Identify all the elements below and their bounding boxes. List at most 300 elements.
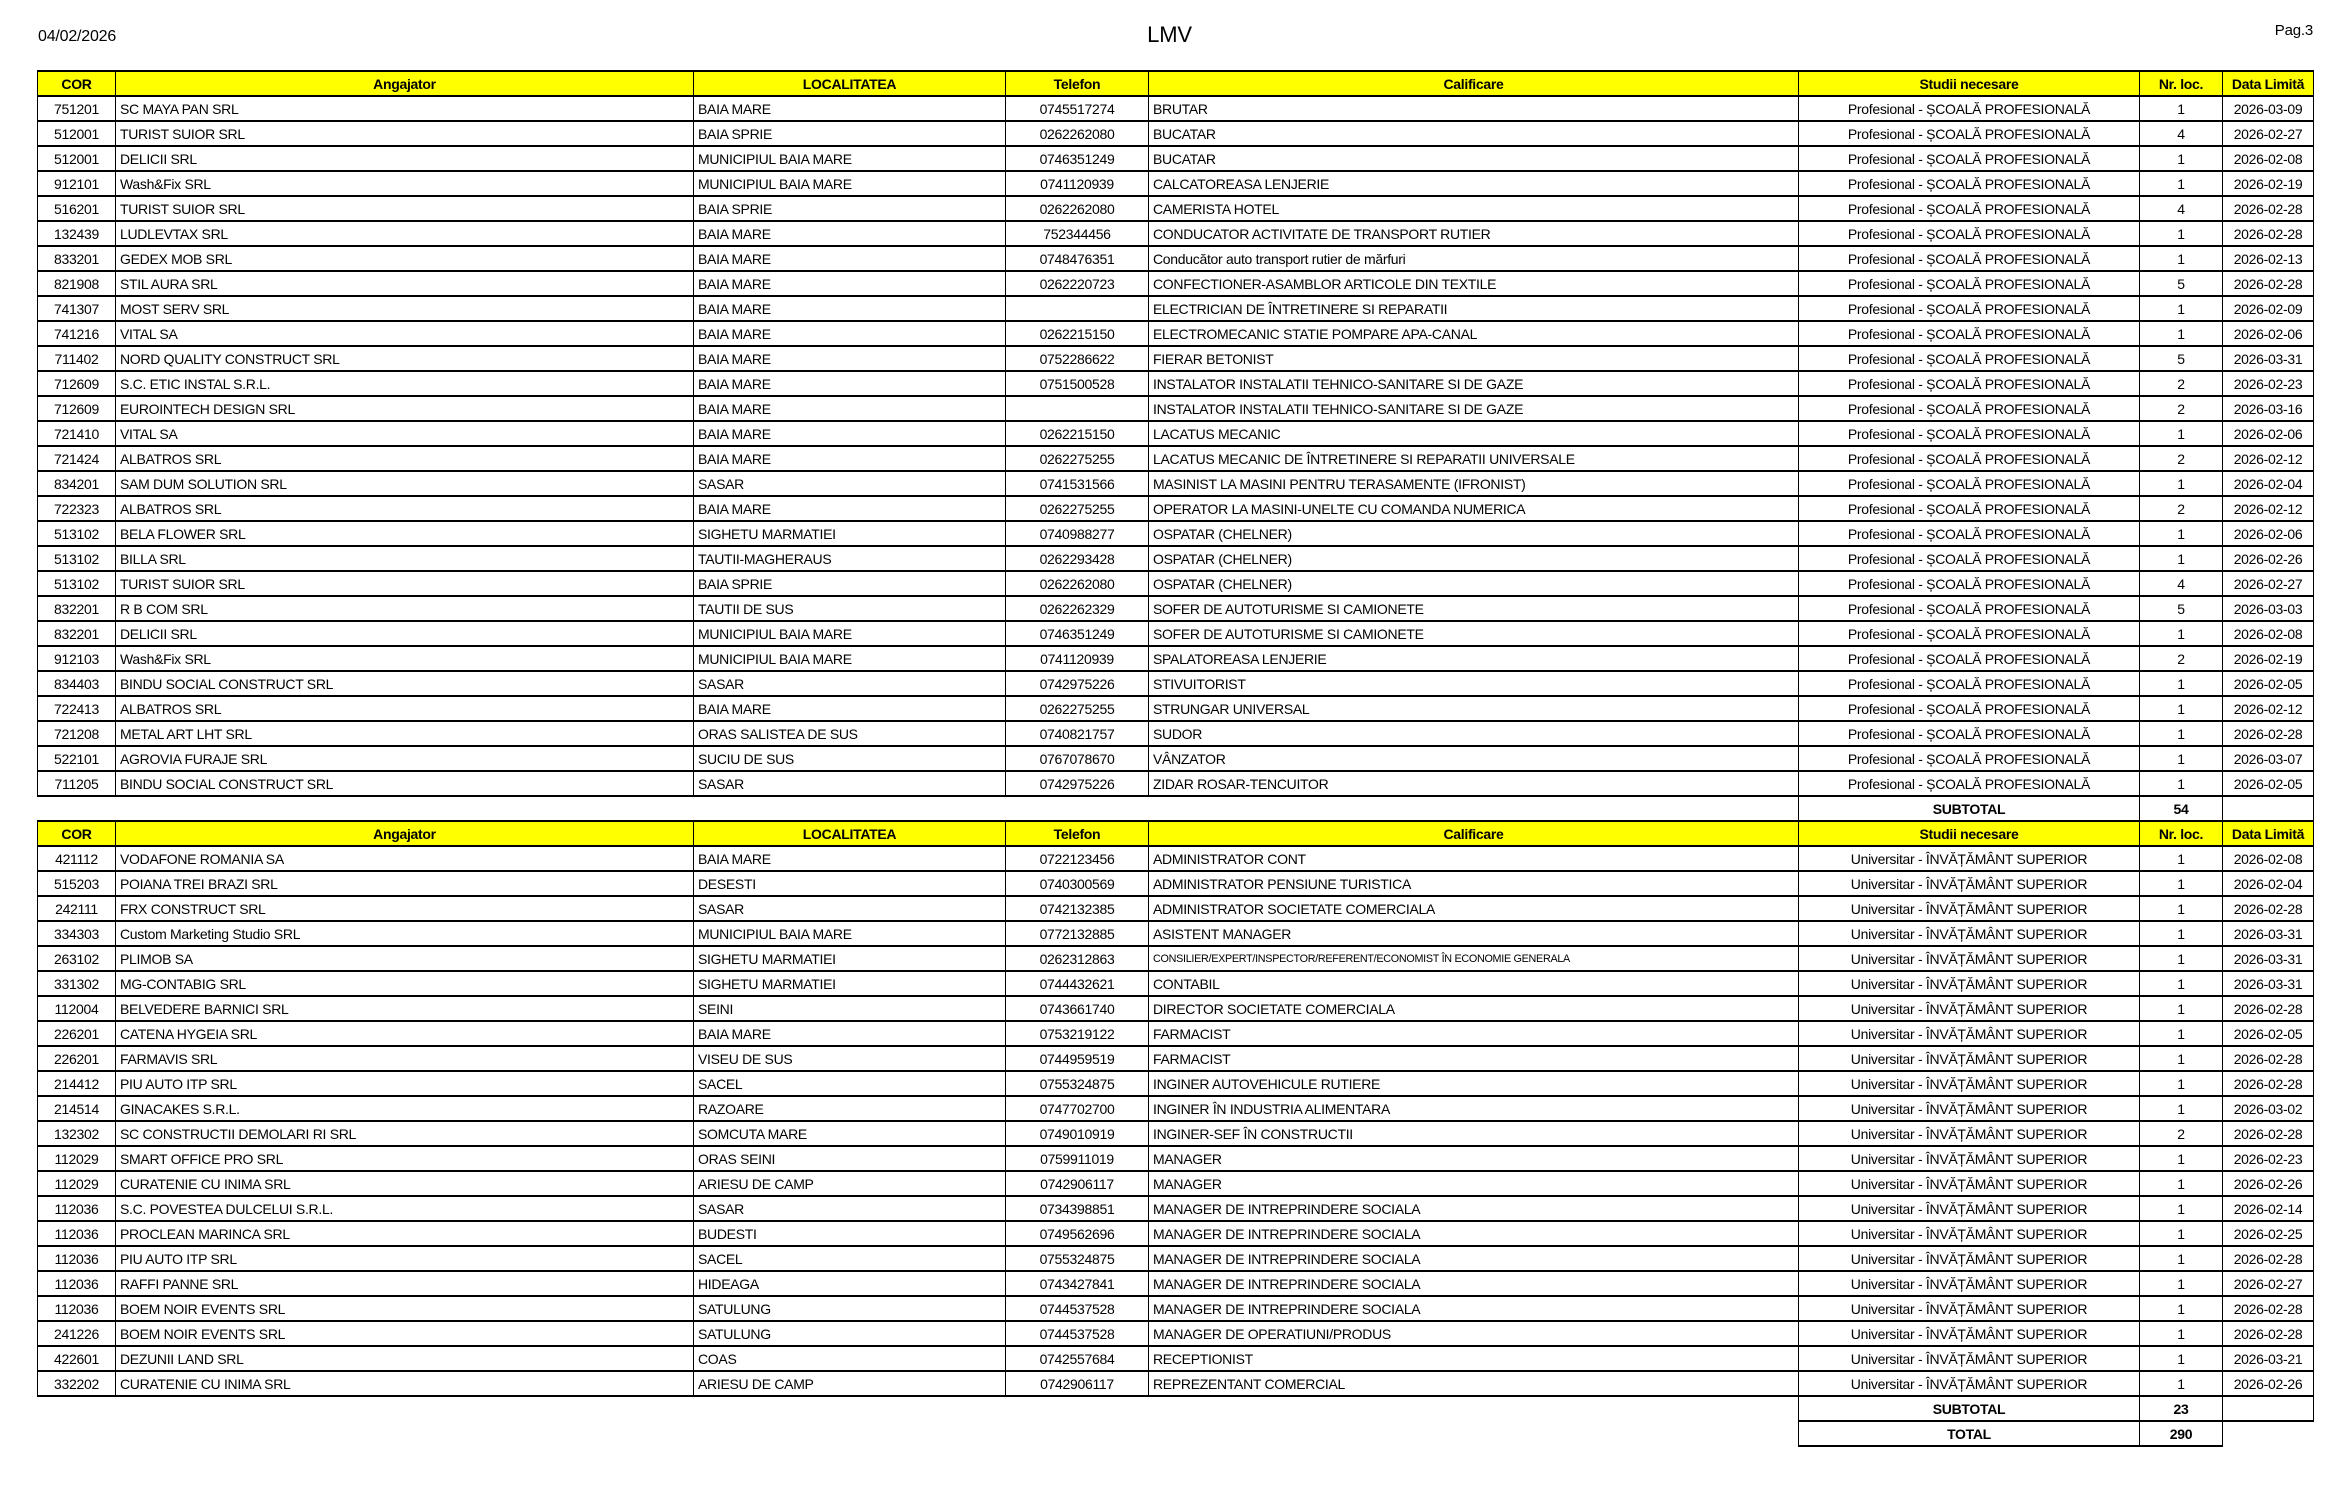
cell-telefon: 0741120939 bbox=[1006, 171, 1149, 196]
cell-nr-loc: 1 bbox=[2140, 1271, 2223, 1296]
cell-data-limita: 2026-02-19 bbox=[2223, 171, 2314, 196]
cell-telefon: 0740988277 bbox=[1006, 521, 1149, 546]
cell-localitatea: SATULUNG bbox=[694, 1321, 1006, 1346]
cell-data-limita: 2026-02-04 bbox=[2223, 471, 2314, 496]
cell-nr-loc: 2 bbox=[2140, 446, 2223, 471]
cell-studii: Profesional - ȘCOALĂ PROFESIONALĂ bbox=[1799, 771, 2140, 796]
cell-calificare: INSTALATOR INSTALATII TEHNICO-SANITARE SI DE GAZE bbox=[1149, 371, 1799, 396]
cell-calificare: CONTABIL bbox=[1149, 971, 1799, 996]
cell-cor: 516201 bbox=[38, 196, 116, 221]
table-row bbox=[38, 896, 2314, 921]
table-row bbox=[38, 671, 2314, 696]
table-header-row bbox=[38, 821, 2314, 846]
cell-calificare: ASISTENT MANAGER bbox=[1149, 921, 1799, 946]
cell-localitatea: MUNICIPIUL BAIA MARE bbox=[694, 621, 1006, 646]
table-row bbox=[38, 1321, 2314, 1346]
table-row bbox=[38, 696, 2314, 721]
cell-nr-loc: 4 bbox=[2140, 196, 2223, 221]
cell-telefon: 0753219122 bbox=[1006, 1021, 1149, 1046]
cell-telefon: 0262215150 bbox=[1006, 321, 1149, 346]
cell-studii: Profesional - ȘCOALĂ PROFESIONALĂ bbox=[1799, 321, 2140, 346]
cell-studii: Universitar - ÎNVĂȚĂMÂNT SUPERIOR bbox=[1799, 846, 2140, 871]
column-header-localitatea: LOCALITATEA bbox=[694, 71, 1006, 96]
table-row bbox=[38, 1246, 2314, 1271]
cell-telefon: 0262293428 bbox=[1006, 546, 1149, 571]
cell-cor: 226201 bbox=[38, 1046, 116, 1071]
table-row bbox=[38, 946, 2314, 971]
table-row bbox=[38, 146, 2314, 171]
column-header-studii: Studii necesare bbox=[1799, 821, 2140, 846]
cell-data-limita: 2026-02-05 bbox=[2223, 671, 2314, 696]
cell-nr-loc: 1 bbox=[2140, 1171, 2223, 1196]
cell-data-limita: 2026-03-21 bbox=[2223, 1346, 2314, 1371]
cell-localitatea: ARIESU DE CAMP bbox=[694, 1171, 1006, 1196]
cell-localitatea: SACEL bbox=[694, 1071, 1006, 1096]
column-header-studii: Studii necesare bbox=[1799, 71, 2140, 96]
cell-localitatea: BAIA MARE bbox=[694, 696, 1006, 721]
cell-studii: Universitar - ÎNVĂȚĂMÂNT SUPERIOR bbox=[1799, 871, 2140, 896]
table-row bbox=[38, 1371, 2314, 1396]
cell-data-limita: 2026-02-06 bbox=[2223, 521, 2314, 546]
cell-calificare: SOFER DE AUTOTURISME SI CAMIONETE bbox=[1149, 621, 1799, 646]
cell-calificare: FARMACIST bbox=[1149, 1046, 1799, 1071]
cell-data-limita: 2026-03-31 bbox=[2223, 921, 2314, 946]
cell-angajator: DEZUNII LAND SRL bbox=[116, 1346, 694, 1371]
cell-calificare: MANAGER DE OPERATIUNI/PRODUS bbox=[1149, 1321, 1799, 1346]
cell-data-limita: 2026-03-16 bbox=[2223, 396, 2314, 421]
cell-data-limita: 2026-02-26 bbox=[2223, 546, 2314, 571]
table-row bbox=[38, 546, 2314, 571]
cell-studii: Universitar - ÎNVĂȚĂMÂNT SUPERIOR bbox=[1799, 1146, 2140, 1171]
cell-telefon: 0743661740 bbox=[1006, 996, 1149, 1021]
cell-nr-loc: 1 bbox=[2140, 871, 2223, 896]
cell-localitatea: BAIA MARE bbox=[694, 421, 1006, 446]
cell-telefon: 0740300569 bbox=[1006, 871, 1149, 896]
cell-calificare: MANAGER DE INTREPRINDERE SOCIALA bbox=[1149, 1221, 1799, 1246]
cell-localitatea: BAIA MARE bbox=[694, 1021, 1006, 1046]
vacancy-table-body bbox=[38, 71, 2314, 1446]
cell-localitatea: SACEL bbox=[694, 1246, 1006, 1271]
cell-telefon: 0755324875 bbox=[1006, 1071, 1149, 1096]
cell-cor: 132439 bbox=[38, 221, 116, 246]
cell-telefon: 0741120939 bbox=[1006, 646, 1149, 671]
cell-data-limita: 2026-02-27 bbox=[2223, 121, 2314, 146]
cell-cor: 112036 bbox=[38, 1296, 116, 1321]
cell-localitatea: SOMCUTA MARE bbox=[694, 1121, 1006, 1146]
cell-calificare: MANAGER bbox=[1149, 1146, 1799, 1171]
cell-localitatea: ORAS SEINI bbox=[694, 1146, 1006, 1171]
cell-calificare: CAMERISTA HOTEL bbox=[1149, 196, 1799, 221]
table-row bbox=[38, 1196, 2314, 1221]
cell-nr-loc: 1 bbox=[2140, 1346, 2223, 1371]
cell-calificare: MASINIST LA MASINI PENTRU TERASAMENTE (IFRONIST) bbox=[1149, 471, 1799, 496]
cell-nr-loc: 1 bbox=[2140, 1371, 2223, 1396]
cell-cor: 512001 bbox=[38, 121, 116, 146]
table-row bbox=[38, 246, 2314, 271]
cell-nr-loc: 1 bbox=[2140, 1196, 2223, 1221]
cell-angajator: ALBATROS SRL bbox=[116, 496, 694, 521]
cell-studii: Universitar - ÎNVĂȚĂMÂNT SUPERIOR bbox=[1799, 1221, 2140, 1246]
column-header-data-limita: Data Limită bbox=[2223, 71, 2314, 96]
cell-cor: 132302 bbox=[38, 1121, 116, 1146]
cell-localitatea: MUNICIPIUL BAIA MARE bbox=[694, 921, 1006, 946]
cell-calificare: STIVUITORIST bbox=[1149, 671, 1799, 696]
cell-telefon: 0742906117 bbox=[1006, 1171, 1149, 1196]
cell-angajator: CURATENIE CU INIMA SRL bbox=[116, 1171, 694, 1196]
cell-nr-loc: 1 bbox=[2140, 1296, 2223, 1321]
cell-telefon: 0752286622 bbox=[1006, 346, 1149, 371]
cell-data-limita: 2026-02-28 bbox=[2223, 271, 2314, 296]
cell-studii: Profesional - ȘCOALĂ PROFESIONALĂ bbox=[1799, 646, 2140, 671]
cell-telefon: 0746351249 bbox=[1006, 621, 1149, 646]
cell-angajator: BOEM NOIR EVENTS SRL bbox=[116, 1321, 694, 1346]
cell-angajator: CURATENIE CU INIMA SRL bbox=[116, 1371, 694, 1396]
cell-calificare: SPALATOREASA LENJERIE bbox=[1149, 646, 1799, 671]
table-row bbox=[38, 321, 2314, 346]
cell-telefon: 0748476351 bbox=[1006, 246, 1149, 271]
cell-localitatea: HIDEAGA bbox=[694, 1271, 1006, 1296]
cell-localitatea: BAIA MARE bbox=[694, 296, 1006, 321]
cell-studii: Profesional - ȘCOALĂ PROFESIONALĂ bbox=[1799, 546, 2140, 571]
cell-data-limita: 2026-02-28 bbox=[2223, 1121, 2314, 1146]
cell-telefon: 0262262329 bbox=[1006, 596, 1149, 621]
subtotal-row-value: 23 bbox=[2140, 1396, 2223, 1421]
cell-telefon: 0744959519 bbox=[1006, 1046, 1149, 1071]
cell-angajator: VITAL SA bbox=[116, 421, 694, 446]
cell-telefon: 0722123456 bbox=[1006, 846, 1149, 871]
cell-nr-loc: 4 bbox=[2140, 121, 2223, 146]
cell-telefon: 0744537528 bbox=[1006, 1321, 1149, 1346]
cell-angajator: ALBATROS SRL bbox=[116, 696, 694, 721]
cell-calificare: INSTALATOR INSTALATII TEHNICO-SANITARE SI DE GAZE bbox=[1149, 396, 1799, 421]
cell-localitatea: SEINI bbox=[694, 996, 1006, 1021]
cell-localitatea: BAIA MARE bbox=[694, 446, 1006, 471]
cell-telefon: 0740821757 bbox=[1006, 721, 1149, 746]
cell-angajator: NORD QUALITY CONSTRUCT SRL bbox=[116, 346, 694, 371]
cell-calificare: CONDUCATOR ACTIVITATE DE TRANSPORT RUTIER bbox=[1149, 221, 1799, 246]
cell-localitatea: SASAR bbox=[694, 771, 1006, 796]
cell-cor: 722413 bbox=[38, 696, 116, 721]
cell-angajator: PIU AUTO ITP SRL bbox=[116, 1246, 694, 1271]
table-header-row bbox=[38, 71, 2314, 96]
cell-nr-loc: 1 bbox=[2140, 1071, 2223, 1096]
table-row bbox=[38, 1296, 2314, 1321]
total-row bbox=[38, 1421, 2314, 1446]
cell-localitatea: BAIA MARE bbox=[694, 346, 1006, 371]
cell-data-limita: 2026-02-08 bbox=[2223, 146, 2314, 171]
cell-calificare: SOFER DE AUTOTURISME SI CAMIONETE bbox=[1149, 596, 1799, 621]
cell-nr-loc: 1 bbox=[2140, 721, 2223, 746]
cell-data-limita: 2026-02-28 bbox=[2223, 1321, 2314, 1346]
cell-cor: 751201 bbox=[38, 96, 116, 121]
cell-telefon: 0747702700 bbox=[1006, 1096, 1149, 1121]
cell-angajator: ALBATROS SRL bbox=[116, 446, 694, 471]
column-header-angajator: Angajator bbox=[116, 71, 694, 96]
cell-cor: 821908 bbox=[38, 271, 116, 296]
cell-data-limita: 2026-02-08 bbox=[2223, 621, 2314, 646]
total-row-label: TOTAL bbox=[1799, 1421, 2140, 1446]
cell-data-limita: 2026-02-08 bbox=[2223, 846, 2314, 871]
cell-calificare: MANAGER bbox=[1149, 1171, 1799, 1196]
column-header-data-limita: Data Limită bbox=[2223, 821, 2314, 846]
cell-nr-loc: 1 bbox=[2140, 321, 2223, 346]
cell-data-limita: 2026-03-31 bbox=[2223, 971, 2314, 996]
cell-telefon: 0744432621 bbox=[1006, 971, 1149, 996]
cell-cor: 712609 bbox=[38, 371, 116, 396]
cell-studii: Universitar - ÎNVĂȚĂMÂNT SUPERIOR bbox=[1799, 971, 2140, 996]
table-row bbox=[38, 846, 2314, 871]
cell-nr-loc: 1 bbox=[2140, 696, 2223, 721]
cell-calificare: ZIDAR ROSAR-TENCUITOR bbox=[1149, 771, 1799, 796]
cell-calificare: FARMACIST bbox=[1149, 1021, 1799, 1046]
cell-cor: 112036 bbox=[38, 1221, 116, 1246]
cell-calificare: BUCATAR bbox=[1149, 146, 1799, 171]
cell-angajator: SMART OFFICE PRO SRL bbox=[116, 1146, 694, 1171]
cell-telefon: 0742557684 bbox=[1006, 1346, 1149, 1371]
cell-nr-loc: 5 bbox=[2140, 271, 2223, 296]
cell-nr-loc: 1 bbox=[2140, 171, 2223, 196]
cell-angajator: EUROINTECH DESIGN SRL bbox=[116, 396, 694, 421]
cell-data-limita: 2026-02-12 bbox=[2223, 446, 2314, 471]
cell-studii: Profesional - ȘCOALĂ PROFESIONALĂ bbox=[1799, 696, 2140, 721]
cell-angajator: PIU AUTO ITP SRL bbox=[116, 1071, 694, 1096]
cell-telefon: 0745517274 bbox=[1006, 96, 1149, 121]
column-header-localitatea: LOCALITATEA bbox=[694, 821, 1006, 846]
cell-cor: 513102 bbox=[38, 521, 116, 546]
cell-nr-loc: 1 bbox=[2140, 296, 2223, 321]
cell-data-limita: 2026-02-25 bbox=[2223, 1221, 2314, 1246]
cell-data-limita: 2026-03-31 bbox=[2223, 346, 2314, 371]
cell-localitatea: BAIA MARE bbox=[694, 246, 1006, 271]
cell-data-limita: 2026-02-23 bbox=[2223, 1146, 2314, 1171]
cell-calificare: OSPATAR (CHELNER) bbox=[1149, 546, 1799, 571]
cell-nr-loc: 1 bbox=[2140, 621, 2223, 646]
cell-studii: Universitar - ÎNVĂȚĂMÂNT SUPERIOR bbox=[1799, 896, 2140, 921]
cell-studii: Profesional - ȘCOALĂ PROFESIONALĂ bbox=[1799, 271, 2140, 296]
cell-data-limita: 2026-02-09 bbox=[2223, 296, 2314, 321]
cell-angajator: DELICII SRL bbox=[116, 146, 694, 171]
cell-telefon bbox=[1006, 396, 1149, 421]
cell-nr-loc: 4 bbox=[2140, 571, 2223, 596]
cell-telefon: 0262215150 bbox=[1006, 421, 1149, 446]
cell-cor: 721424 bbox=[38, 446, 116, 471]
cell-data-limita: 2026-02-06 bbox=[2223, 321, 2314, 346]
cell-nr-loc: 1 bbox=[2140, 96, 2223, 121]
cell-studii: Universitar - ÎNVĂȚĂMÂNT SUPERIOR bbox=[1799, 1021, 2140, 1046]
cell-localitatea: TAUTII DE SUS bbox=[694, 596, 1006, 621]
cell-cor: 263102 bbox=[38, 946, 116, 971]
cell-telefon: 0262262080 bbox=[1006, 121, 1149, 146]
cell-cor: 721410 bbox=[38, 421, 116, 446]
cell-angajator: LUDLEVTAX SRL bbox=[116, 221, 694, 246]
cell-calificare: BUCATAR bbox=[1149, 121, 1799, 146]
table-row bbox=[38, 746, 2314, 771]
cell-localitatea: SIGHETU MARMATIEI bbox=[694, 946, 1006, 971]
cell-localitatea: MUNICIPIUL BAIA MARE bbox=[694, 146, 1006, 171]
cell-nr-loc: 1 bbox=[2140, 1096, 2223, 1121]
cell-angajator: FARMAVIS SRL bbox=[116, 1046, 694, 1071]
table-row bbox=[38, 621, 2314, 646]
cell-calificare: CONFECTIONER-ASAMBLOR ARTICOLE DIN TEXTILE bbox=[1149, 271, 1799, 296]
cell-localitatea: VISEU DE SUS bbox=[694, 1046, 1006, 1071]
table-row bbox=[38, 1046, 2314, 1071]
cell-calificare: MANAGER DE INTREPRINDERE SOCIALA bbox=[1149, 1271, 1799, 1296]
cell-telefon: 0751500528 bbox=[1006, 371, 1149, 396]
column-header-telefon: Telefon bbox=[1006, 71, 1149, 96]
cell-cor: 515203 bbox=[38, 871, 116, 896]
cell-localitatea: COAS bbox=[694, 1346, 1006, 1371]
cell-telefon: 0742132385 bbox=[1006, 896, 1149, 921]
cell-angajator: BILLA SRL bbox=[116, 546, 694, 571]
column-header-nr-loc: Nr. loc. bbox=[2140, 71, 2223, 96]
cell-telefon: 0755324875 bbox=[1006, 1246, 1149, 1271]
cell-calificare: VÂNZATOR bbox=[1149, 746, 1799, 771]
cell-telefon: 0262275255 bbox=[1006, 496, 1149, 521]
table-row bbox=[38, 1171, 2314, 1196]
cell-angajator: S.C. ETIC INSTAL S.R.L. bbox=[116, 371, 694, 396]
summary-blank-cell bbox=[38, 1421, 1799, 1446]
cell-calificare: Conducător auto transport rutier de mărfuri bbox=[1149, 246, 1799, 271]
cell-nr-loc: 1 bbox=[2140, 921, 2223, 946]
table-row bbox=[38, 596, 2314, 621]
table-row bbox=[38, 171, 2314, 196]
cell-nr-loc: 1 bbox=[2140, 1046, 2223, 1071]
table-row bbox=[38, 521, 2314, 546]
cell-data-limita: 2026-02-28 bbox=[2223, 721, 2314, 746]
table-row bbox=[38, 1021, 2314, 1046]
cell-localitatea: BAIA MARE bbox=[694, 221, 1006, 246]
cell-angajator: Wash&Fix SRL bbox=[116, 171, 694, 196]
cell-localitatea: BAIA SPRIE bbox=[694, 571, 1006, 596]
cell-cor: 513102 bbox=[38, 571, 116, 596]
cell-studii: Profesional - ȘCOALĂ PROFESIONALĂ bbox=[1799, 671, 2140, 696]
cell-calificare: ADMINISTRATOR SOCIETATE COMERCIALA bbox=[1149, 896, 1799, 921]
cell-localitatea: TAUTII-MAGHERAUS bbox=[694, 546, 1006, 571]
cell-nr-loc: 1 bbox=[2140, 246, 2223, 271]
cell-cor: 834403 bbox=[38, 671, 116, 696]
cell-studii: Profesional - ȘCOALĂ PROFESIONALĂ bbox=[1799, 246, 2140, 271]
cell-localitatea: BUDESTI bbox=[694, 1221, 1006, 1246]
cell-cor: 214412 bbox=[38, 1071, 116, 1096]
cell-cor: 912103 bbox=[38, 646, 116, 671]
cell-telefon: 0749010919 bbox=[1006, 1121, 1149, 1146]
cell-angajator: VITAL SA bbox=[116, 321, 694, 346]
table-row bbox=[38, 446, 2314, 471]
subtotal-row-value: 54 bbox=[2140, 796, 2223, 821]
cell-localitatea: BAIA SPRIE bbox=[694, 121, 1006, 146]
cell-data-limita: 2026-02-28 bbox=[2223, 996, 2314, 1021]
table-row bbox=[38, 1271, 2314, 1296]
cell-cor: 242111 bbox=[38, 896, 116, 921]
cell-angajator: MOST SERV SRL bbox=[116, 296, 694, 321]
cell-cor: 331302 bbox=[38, 971, 116, 996]
cell-calificare: ELECTRICIAN DE ÎNTRETINERE SI REPARATII bbox=[1149, 296, 1799, 321]
cell-cor: 421112 bbox=[38, 846, 116, 871]
cell-cor: 832201 bbox=[38, 596, 116, 621]
subtotal-row bbox=[38, 796, 2314, 821]
cell-nr-loc: 1 bbox=[2140, 1221, 2223, 1246]
cell-data-limita: 2026-02-19 bbox=[2223, 646, 2314, 671]
cell-calificare: BRUTAR bbox=[1149, 96, 1799, 121]
cell-studii: Profesional - ȘCOALĂ PROFESIONALĂ bbox=[1799, 196, 2140, 221]
cell-telefon: 0759911019 bbox=[1006, 1146, 1149, 1171]
column-header-cor: COR bbox=[38, 821, 116, 846]
cell-localitatea: SATULUNG bbox=[694, 1296, 1006, 1321]
cell-nr-loc: 1 bbox=[2140, 971, 2223, 996]
cell-angajator: TURIST SUIOR SRL bbox=[116, 121, 694, 146]
cell-calificare: MANAGER DE INTREPRINDERE SOCIALA bbox=[1149, 1246, 1799, 1271]
table-row bbox=[38, 1146, 2314, 1171]
cell-telefon: 0744537528 bbox=[1006, 1296, 1149, 1321]
summary-end-cell bbox=[2223, 796, 2314, 821]
cell-angajator: BELVEDERE BARNICI SRL bbox=[116, 996, 694, 1021]
cell-telefon bbox=[1006, 296, 1149, 321]
cell-nr-loc: 2 bbox=[2140, 646, 2223, 671]
cell-calificare: RECEPTIONIST bbox=[1149, 1346, 1799, 1371]
cell-localitatea: SUCIU DE SUS bbox=[694, 746, 1006, 771]
cell-localitatea: BAIA MARE bbox=[694, 396, 1006, 421]
cell-data-limita: 2026-02-26 bbox=[2223, 1171, 2314, 1196]
cell-data-limita: 2026-02-28 bbox=[2223, 1296, 2314, 1321]
cell-angajator: METAL ART LHT SRL bbox=[116, 721, 694, 746]
cell-calificare: FIERAR BETONIST bbox=[1149, 346, 1799, 371]
cell-nr-loc: 1 bbox=[2140, 1021, 2223, 1046]
cell-calificare: MANAGER DE INTREPRINDERE SOCIALA bbox=[1149, 1296, 1799, 1321]
subtotal-row bbox=[38, 1396, 2314, 1421]
table-row bbox=[38, 346, 2314, 371]
table-row bbox=[38, 1096, 2314, 1121]
cell-telefon: 0262275255 bbox=[1006, 446, 1149, 471]
cell-calificare: INGINER ÎN INDUSTRIA ALIMENTARA bbox=[1149, 1096, 1799, 1121]
cell-cor: 241226 bbox=[38, 1321, 116, 1346]
cell-studii: Universitar - ÎNVĂȚĂMÂNT SUPERIOR bbox=[1799, 1296, 2140, 1321]
cell-telefon: 0743427841 bbox=[1006, 1271, 1149, 1296]
cell-calificare: DIRECTOR SOCIETATE COMERCIALA bbox=[1149, 996, 1799, 1021]
cell-localitatea: BAIA MARE bbox=[694, 321, 1006, 346]
column-header-calificare: Calificare bbox=[1149, 821, 1799, 846]
cell-nr-loc: 1 bbox=[2140, 1321, 2223, 1346]
cell-nr-loc: 2 bbox=[2140, 371, 2223, 396]
cell-calificare: SUDOR bbox=[1149, 721, 1799, 746]
table-row bbox=[38, 646, 2314, 671]
cell-nr-loc: 1 bbox=[2140, 896, 2223, 921]
cell-angajator: DELICII SRL bbox=[116, 621, 694, 646]
summary-blank-cell bbox=[38, 1396, 1799, 1421]
cell-nr-loc: 1 bbox=[2140, 546, 2223, 571]
cell-nr-loc: 1 bbox=[2140, 671, 2223, 696]
cell-angajator: POIANA TREI BRAZI SRL bbox=[116, 871, 694, 896]
cell-telefon: 0262262080 bbox=[1006, 571, 1149, 596]
cell-localitatea: SIGHETU MARMATIEI bbox=[694, 971, 1006, 996]
cell-localitatea: ARIESU DE CAMP bbox=[694, 1371, 1006, 1396]
cell-studii: Universitar - ÎNVĂȚĂMÂNT SUPERIOR bbox=[1799, 996, 2140, 1021]
cell-cor: 912101 bbox=[38, 171, 116, 196]
cell-cor: 832201 bbox=[38, 621, 116, 646]
cell-nr-loc: 1 bbox=[2140, 771, 2223, 796]
cell-studii: Profesional - ȘCOALĂ PROFESIONALĂ bbox=[1799, 346, 2140, 371]
table-row bbox=[38, 221, 2314, 246]
cell-cor: 741307 bbox=[38, 296, 116, 321]
cell-data-limita: 2026-02-04 bbox=[2223, 871, 2314, 896]
cell-cor: 711205 bbox=[38, 771, 116, 796]
cell-studii: Universitar - ÎNVĂȚĂMÂNT SUPERIOR bbox=[1799, 946, 2140, 971]
cell-data-limita: 2026-02-23 bbox=[2223, 371, 2314, 396]
cell-calificare: CONSILIER/EXPERT/INSPECTOR/REFERENT/ECONOMIST ÎN ECONOMIE GENERALA bbox=[1149, 946, 1799, 971]
cell-studii: Profesional - ȘCOALĂ PROFESIONALĂ bbox=[1799, 221, 2140, 246]
cell-angajator: Wash&Fix SRL bbox=[116, 646, 694, 671]
cell-angajator: BELA FLOWER SRL bbox=[116, 521, 694, 546]
cell-studii: Profesional - ȘCOALĂ PROFESIONALĂ bbox=[1799, 146, 2140, 171]
